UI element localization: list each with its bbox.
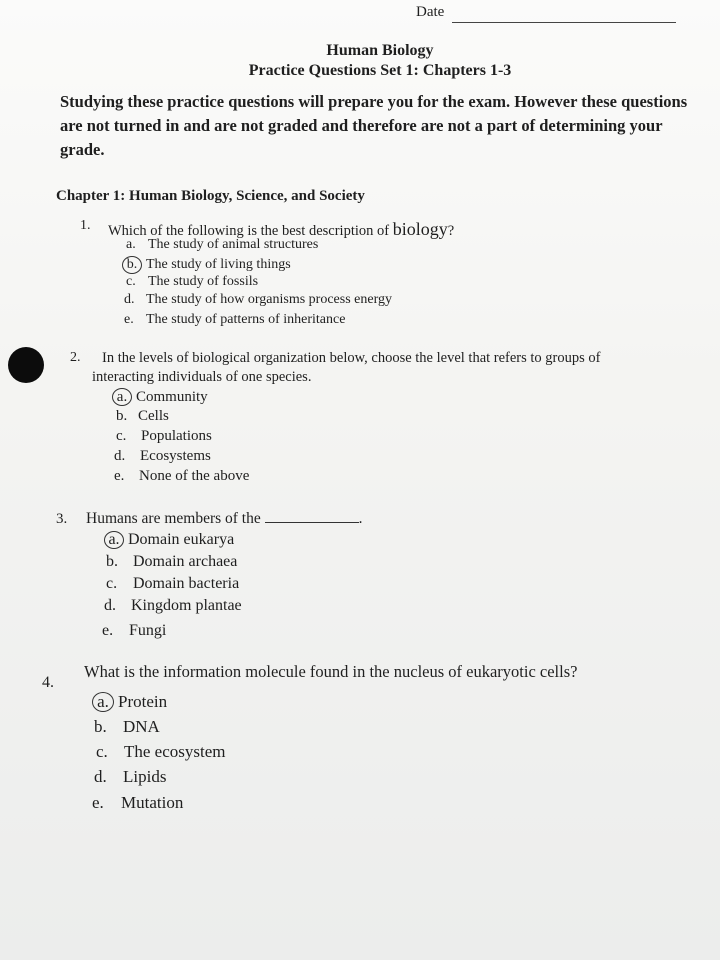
option-letter: b. (94, 717, 107, 736)
option-text: Mutation (121, 793, 184, 812)
option-d[interactable] (104, 597, 242, 615)
option-a[interactable] (126, 237, 318, 253)
option-text: The study of living things (146, 257, 291, 272)
option-a-selected[interactable] (104, 531, 234, 549)
selected-answer-circle: a. (104, 531, 124, 549)
option-letter: c. (116, 428, 127, 444)
question-text (86, 510, 363, 528)
option-letter: e. (92, 793, 104, 812)
option-e[interactable] (114, 468, 249, 485)
chapter-heading: Chapter 1: Human Biology, Science, and Society (56, 188, 365, 204)
option-letter: b. (106, 553, 118, 570)
option-letter: e. (114, 468, 125, 484)
option-text: Protein (118, 692, 168, 711)
option-letter: c. (106, 575, 118, 592)
selected-answer-circle: a. (112, 388, 132, 406)
option-letter: d. (104, 597, 116, 614)
option-text: Domain archaea (133, 553, 238, 570)
option-c[interactable] (106, 575, 239, 593)
option-letter: e. (124, 312, 134, 327)
option-a-selected[interactable] (112, 388, 208, 406)
question-text-line2: interacting individuals of one species. (92, 369, 312, 385)
option-e[interactable] (124, 312, 345, 328)
question-number: 3. (56, 511, 68, 527)
question-text-suffix: ? (447, 223, 455, 239)
option-text: Populations (141, 428, 212, 444)
option-d[interactable] (94, 767, 166, 787)
question-emphasis: biology (392, 219, 448, 239)
selected-answer-circle: a. (92, 692, 114, 712)
option-letter: e. (102, 622, 114, 639)
option-text: Lipids (123, 767, 167, 786)
option-text: The study of patterns of inheritance (146, 312, 346, 327)
option-text: Community (136, 389, 208, 405)
question-text-prefix: Which of the following is the best description of (108, 223, 393, 239)
option-text: The study of animal structures (148, 237, 319, 252)
option-text: DNA (123, 717, 160, 736)
date-label: Date (416, 4, 445, 20)
punch-hole (8, 347, 44, 383)
option-text: The study of how organisms process energy (146, 292, 392, 307)
question-text-line1: In the levels of biological organization below, choose the level that refers to groups of (102, 350, 601, 366)
option-d[interactable] (124, 292, 392, 308)
option-text: Domain eukarya (128, 531, 235, 548)
option-letter: b. (116, 408, 128, 424)
option-letter: a. (126, 237, 136, 252)
option-letter: d. (94, 767, 107, 786)
option-c[interactable] (126, 274, 258, 290)
option-text: The study of fossils (148, 274, 259, 289)
option-letter: c. (96, 742, 108, 761)
question-number: 4. (42, 674, 54, 691)
option-b[interactable] (116, 408, 169, 425)
answer-blank (265, 521, 359, 523)
option-text: The ecosystem (124, 742, 226, 761)
option-text: Ecosystems (140, 448, 211, 464)
option-text: Kingdom plantae (131, 597, 242, 614)
option-a-selected[interactable] (92, 692, 167, 712)
option-b[interactable] (94, 717, 160, 737)
option-text: Domain bacteria (133, 575, 240, 592)
question-number: 1. (80, 218, 91, 233)
intro-paragraph: Studying these practice questions will prepare you for the exam. However these questions are not turned in and are not graded and therefore are not a part of determining your grade. (60, 92, 688, 159)
set-title: Practice Questions Set 1: Chapters 1-3 (248, 62, 512, 79)
option-c[interactable] (116, 428, 212, 445)
question-text-end: . (358, 510, 363, 527)
option-c[interactable] (96, 742, 226, 762)
option-text: Cells (138, 408, 169, 424)
date-blank-line (452, 22, 676, 23)
question-text-main: Humans are members of the (86, 510, 261, 527)
option-letter: c. (126, 274, 136, 289)
option-text: None of the above (139, 468, 250, 484)
selected-answer-circle: b. (122, 256, 142, 274)
option-b[interactable] (106, 553, 237, 571)
option-e[interactable] (92, 793, 183, 813)
question-number: 2. (70, 350, 81, 365)
question-text: What is the information molecule found in the nucleus of eukaryotic cells? (84, 662, 578, 681)
option-e[interactable] (102, 622, 166, 640)
option-letter: d. (114, 448, 126, 464)
option-b-selected[interactable] (122, 256, 291, 274)
option-text: Fungi (129, 622, 167, 639)
option-d[interactable] (114, 448, 211, 465)
option-letter: d. (124, 292, 135, 307)
course-title: Human Biology (326, 42, 434, 59)
